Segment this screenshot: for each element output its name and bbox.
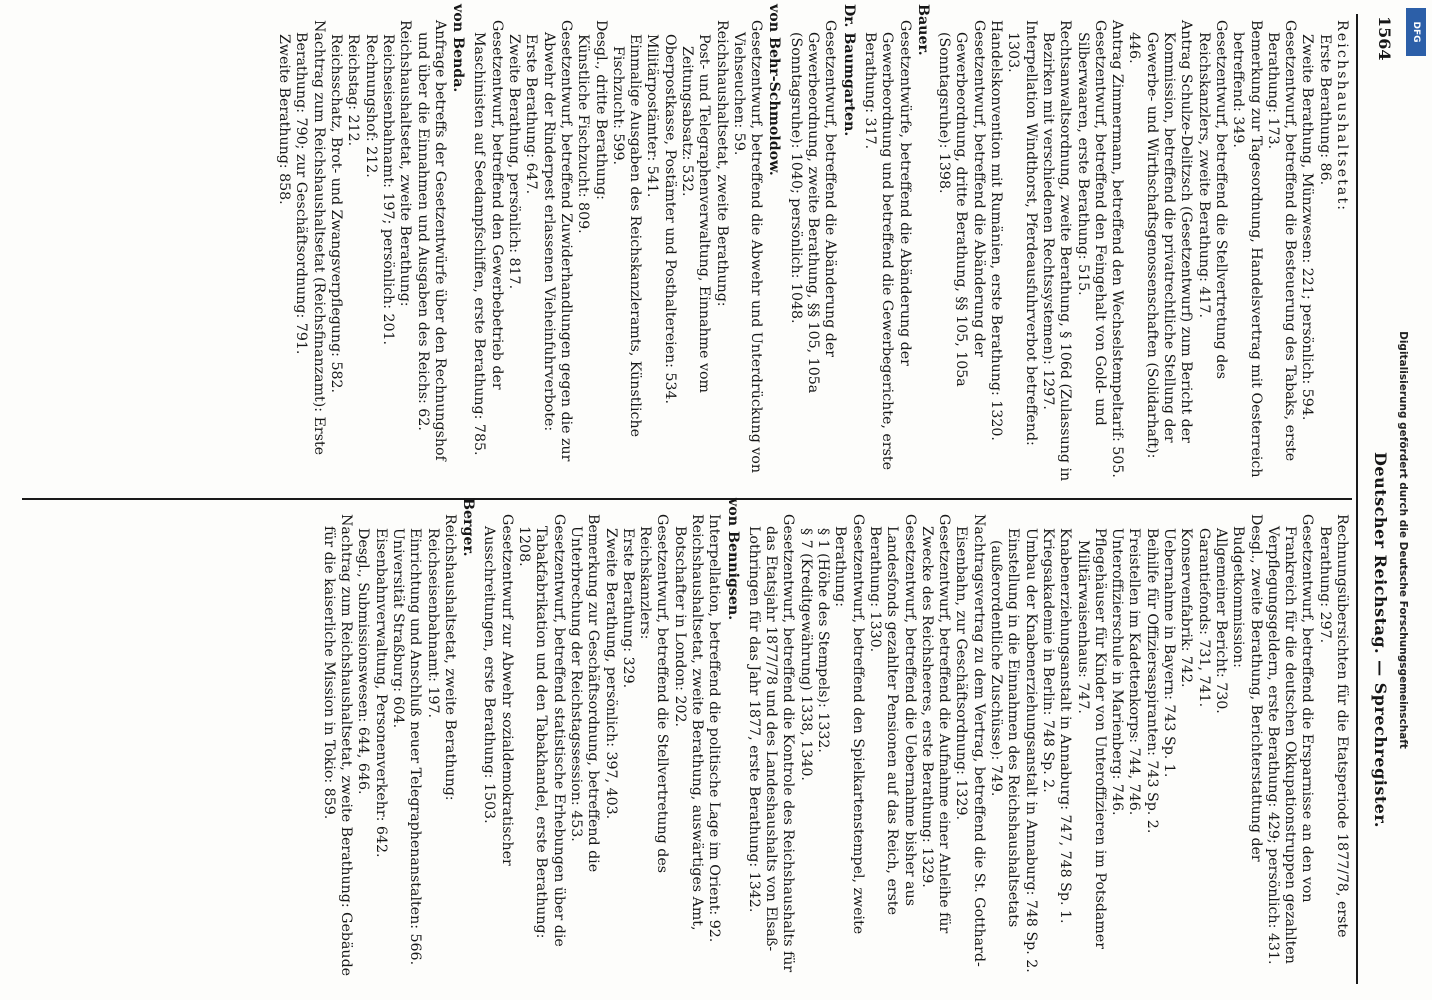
register-entry: Zweite Berathung, persönlich: 397, 403. [602, 528, 619, 820]
register-entry: Reichshaushaltsetat, zweite Berathung: [713, 20, 730, 307]
register-entry: Nachtrag zum Reichshaushaltsetat (Reichsfinanzamt): Erste Berathung: 790; zur Geschäftsordnung: 791. [293, 20, 327, 456]
speaker-name: Dr. Baumgarten. [840, 4, 857, 137]
register-entry: Gesetzentwurf, betreffend die Stellvertretung des Reichskanzlers, zweite Berathung: 417. [1195, 20, 1229, 380]
register-entry: Reichshaushaltsetat: [1334, 20, 1350, 213]
register-entry: Allgemeiner Bericht: 730. [1212, 528, 1229, 714]
register-entry: Zweite Berathung, persönlich: 817. [506, 34, 523, 290]
speaker-name: von Benda. [450, 4, 467, 93]
register-entry: Reichshaushaltsetat, zweite Berathung: [397, 20, 414, 307]
register-entry: Anfrage betreffs der Gesetzentwürfe über den Rechnungshof und über die Einnahmen und Ausgaben des Reichs: 62. [414, 20, 448, 461]
register-entry: Nachtrag zum Reichshaushaltsetat, zweite Berathung: Gebäude für die kaiserliche Mission in Tokio: 859. [320, 514, 355, 977]
register-entry: Rechtsanwaltsordnung, zweite Berathung, § 106d (Zulassung in Bezirken mit verschiedenen Rechtssystemen): 1297. [1039, 20, 1074, 482]
register-entry: Umbau der Knabenerziehungsanstalt in Annaburg: 748 Sp. 2. [1022, 528, 1039, 973]
register-entry: Knabenerziehungsanstalt in Annaburg: 747, 748 Sp. 1. [1057, 528, 1074, 924]
register-entry: Gesetzentwürfe, betreffend die Abänderung der Gewerbeordnung und betreffend die Gewerbegerichte, erste Berathung: 317. [861, 20, 913, 470]
register-entry: Einmalige Ausgaben des Reichskanzleramts, Künstliche Fischzucht: 599. [609, 34, 644, 437]
register-entry: Post- und Telegraphenverwaltung, Einnahme vom Zeitungsabsatz: 532. [679, 34, 713, 393]
running-title: Deutscher Reichstag. — Sprechregister. [1371, 452, 1390, 828]
register-entry: § 7 (Kreditgewährung) 1338, 1340. [797, 528, 814, 781]
register-entry: Interpellation Windthorst, Pferdeausfuhrverbot betreffend: 1303. [1005, 20, 1039, 446]
register-entry: Gesetzentwurf, betreffend die Ersparnisse an den von Frankreich für die deutschen Okkupationstruppen gezahlten Verpflegungsgeldern, erste Berathung: 429; persönlich: 431. [1264, 514, 1316, 965]
register-entry: Beihilfe für Offiziersaspiranten: 743 Sp. 2. [1143, 528, 1160, 834]
register-entry: Desgl., zweite Berathung, Berichterstattung der Budgetkommission: [1230, 514, 1264, 862]
register-entry: Gesetzentwurf, betreffend die Aufnahme einer Anleihe für Zwecke des Reichsheeres, erste Berathung: 1329. [918, 514, 953, 934]
register-entry: Antrag Schulze-Delitzsch (Gesetzentwurf) zum Bericht der Kommission, betreffend die privatrechtliche Stellung der Gewerbe- und Wirthschaftsgenossenschaften (Solidarhaft): 446. [1126, 20, 1195, 459]
register-entry: Antrag Zimmermann, betreffend den Wechselstempeltarif: 505. [1109, 20, 1126, 478]
left-column-speakers [275, 4, 931, 486]
register-entry: Künstliche Fischzucht: 809. [575, 34, 592, 234]
register-entry: Gesetzentwurf, betreffend die Abänderung der Gewerbeordnung, zweite Berathung, §§ 105, 105a (Sonntagsruhe): 1040; persönlich: 1048. [787, 20, 839, 394]
register-entry: Erste Berathung: 329. [619, 528, 636, 689]
speaker-block [787, 4, 857, 486]
page-number: 1564 [1375, 16, 1394, 61]
register-entry: Handelskonvention mit Rumänien, erste Berathung: 1320. [988, 20, 1005, 441]
register-entry: Bemerkung zur Geschäftsordnung, betreffend die Unterbrechung der Reichstagssession: 453. [567, 514, 602, 873]
register-entry: Nachtragsvertrag zu dem Vertrag, betreffend die St. Gotthard-Eisenbahn, zur Geschäftsordnung: 1329. [953, 514, 987, 967]
register-entry: Gesetzentwurf, betreffend die Stellvertretung des Reichskanzlers: [637, 514, 671, 874]
register-entry: Gesetzentwurf, betreffend den Feingehalt von Gold- und Silberwaaren, erste Berathung: 515. [1074, 20, 1108, 426]
register-entry: Reichstag: 212. [345, 34, 362, 147]
speaker-name: von Behr-Schmoldow. [766, 4, 783, 176]
register-entry: Rechnungsübersichten für die Etatsperiode 1877/78, erste Berathung: 297. [1316, 514, 1350, 938]
register-entry: Desgl., Submissionswesen: 644, 646. [355, 528, 372, 795]
register-entry: Reichsschatz, Brot- und Zwangsverpflegung: 582. [328, 34, 345, 394]
left-column-intro [935, 16, 1350, 486]
column-divider [22, 498, 1352, 500]
register-entry: Bemerkung zur Tagesordnung, Handelsvertrag mit Oesterreich betreffend: 349. [1230, 20, 1264, 478]
register-entry: Gesetzentwurf, betreffend den Gewerbebetrieb der Maschinisten auf Seedampfschiffen, erste Berathung: 785. [471, 20, 505, 456]
digitization-credit [1386, 0, 1420, 1000]
register-entry: Garantiefonds: 731, 741. [1195, 528, 1212, 708]
register-entry: Kriegsakademie in Berlin: 748 Sp. 2. [1039, 528, 1056, 793]
speaker-block [861, 4, 931, 486]
register-entry: Oberpostkasse, Postämter und Posthaltereien: 534. [661, 34, 678, 405]
register-entry: Gesetzentwurf, betreffend die Kontrole des Reichshaushalts für das Etatsjahr 1877/78 und des Landeshaushalts von Elsaß-Lothringen für das Jahr 1877, erste Berathung: 1342. [745, 514, 797, 973]
register-entry: Gesetzentwurf, betreffend den Spielkartenstempel, zweite Berathung: [832, 514, 866, 935]
register-entry: Unteroffizierschule in Marienberg: 746. [1109, 528, 1126, 816]
register-entry: Gesetzentwurf, betreffend die Besteuerung des Tabaks, erste Berathung: 173. [1264, 20, 1299, 462]
register-entry: Erste Berathung: 647. [523, 34, 540, 195]
register-entry: Reichshaushaltsetat, zweite Berathung: [441, 514, 458, 801]
register-entry: Gesetzentwurf, betreffend Zuwiderhandlungen gegen die zur Abwehr der Rinderpest erlassenen Vieheinfuhrverbote: [540, 20, 574, 462]
register-entry: Gesetzentwurf, betreffend statistische Erhebungen über die Tabakfabrikation und den Tabakhandel, erste Berathung: 1208. [516, 514, 567, 947]
register-entry: § 1 (Höhe des Stempels): 1332. [815, 528, 832, 753]
speaker-block [275, 4, 467, 486]
register-entry: Konservenfabrik: 742. [1178, 528, 1195, 688]
register-entry: Reichseisenbahnamt: 197. [424, 528, 441, 719]
right-column-speakers [319, 498, 741, 980]
header-rule [1356, 14, 1358, 984]
speaker-name: von Bennigsen. [724, 498, 741, 621]
register-entry: Gesetzentwurf zur Abwehr sozialdemokratischer Ausschreitungen, erste Berathung: 1503. [481, 514, 515, 866]
dfg-logo [1406, 8, 1426, 56]
register-entry: Gesetzentwurf, betreffend die Abänderung der Gewerbeordnung, dritte Berathung, §§ 105, 105a (Sonntagsruhe): 1398. [936, 20, 987, 387]
register-entry: Einrichtung und Anschluß neuer Telegraphenanstalten: 566. [407, 528, 424, 966]
speaker-block [470, 4, 783, 486]
register-entry: Einstellung in die Einnahmen des Reichshaushaltsetats (außerordentliche Zuschüsse): 749. [988, 528, 1022, 928]
register-entry: Freistellen im Kadettenkorps: 744, 746. [1126, 528, 1143, 816]
register-entry: Pflegehäuser für Kinder von Unteroffizieren im Potsdamer Militärwaisenhaus: 747. [1074, 528, 1108, 950]
right-column-intro [745, 510, 1350, 980]
speaker-block [319, 498, 477, 980]
register-entry: Zweite Berathung, Münzwesen: 221; persönlich: 594. [1299, 34, 1316, 421]
register-entry: Interpellation, betreffend die politische Lage im Orient: 92. [706, 514, 723, 943]
register-entry: Eisenbahnverwaltung, Personenverkehr: 642. [372, 528, 389, 858]
register-entry: Uebernahme in Bayern: 743 Sp. 1. [1161, 528, 1178, 778]
register-entry: Gesetzentwurf, betreffend die Uebernahme bisher aus Landesfonds gezahlter Pensionen auf das Reich, erste Berathung: 1330. [866, 514, 918, 915]
right-column [319, 498, 1350, 980]
dfg-logo-text: DFG [1411, 21, 1421, 43]
digitization-credit-text: Digitalisierung gefördert durch die Deutsche Forschungsgemeinschaft [1397, 331, 1409, 749]
speaker-block [480, 498, 741, 980]
register-entry: Militärpostämter: 541. [644, 34, 661, 198]
register-entry: Universität Straßburg: 604. [389, 528, 406, 729]
left-column [275, 4, 1350, 486]
register-entry: Reichseisenbahnamt: 197; persönlich: 201. [379, 34, 396, 346]
register-entry: Erste Berathung: 86. [1316, 34, 1333, 186]
register-entry: Zweite Berathung: 858. [276, 34, 293, 205]
register-entry: Rechnungshof: 212. [362, 34, 379, 178]
speaker-name: Bauer. [914, 4, 931, 56]
register-entry: Desgl., dritte Berathung: [592, 20, 609, 200]
speaker-name: Berger. [460, 498, 477, 557]
register-entry: Reichshaushaltsetat, zweite Berathung, auswärtiges Amt, Botschafter in London: 202. [671, 514, 706, 931]
register-entry: Gesetzentwurf, betreffend die Abwehr und Unterdrückung von Viehseuchen: 59. [730, 20, 765, 473]
